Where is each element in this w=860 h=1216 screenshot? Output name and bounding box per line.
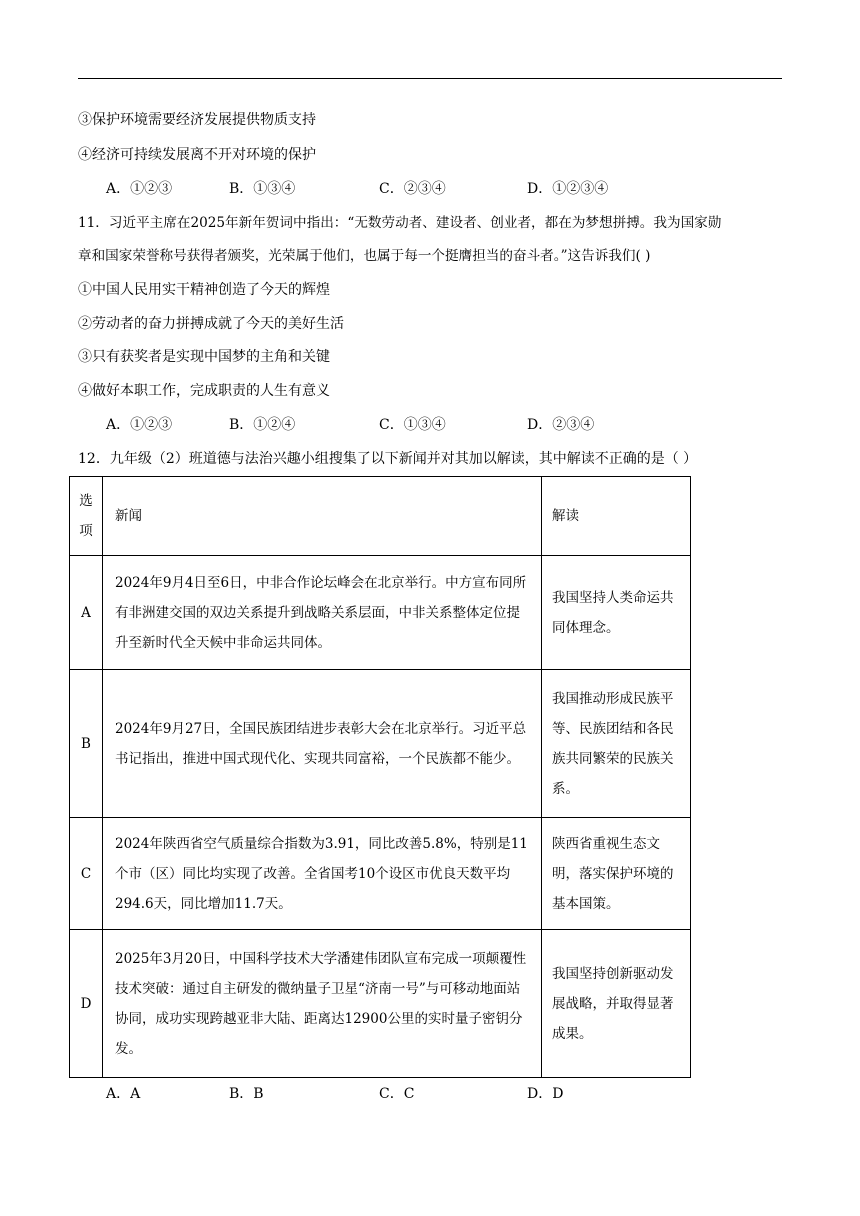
q11-option-c: C．①③④ (379, 417, 446, 433)
q11-option-a: A．①②③ (106, 417, 173, 433)
table-header-row (70, 477, 691, 556)
row-option: A (70, 556, 103, 670)
header-rule (78, 78, 782, 79)
q12-option-a: A．A (106, 1086, 141, 1102)
q10-option-b: B．①③④ (229, 181, 296, 197)
row-news: 2024年9月4日至6日，中非合作论坛峰会在北京举行。中方宣布同所有非洲建交国的双边关系提升到战略关系层面，中非关系整体定位提升至新时代全天候中非命运共同体。 (103, 556, 542, 670)
q11-statement-2: ②劳动者的奋力拼搏成就了今天的美好生活 (78, 316, 344, 332)
header-option-line2: 项 (79, 523, 93, 539)
q12-option-d: D．D (527, 1086, 564, 1102)
row-news: 2025年3月20日，中国科学技术大学潘建伟团队宣布完成一项颠覆性技术突破：通过自主研发的微纳量子卫星“济南一号”与可移动地面站协同，成功实现跨越亚非大陆、距离达12900公里的实时量子密钥分发。 (103, 930, 542, 1078)
q12-option-c: C．C (379, 1086, 415, 1102)
q10-option-a: A．①②③ (106, 181, 173, 197)
header-option-cell (70, 477, 103, 556)
table-row (70, 670, 691, 818)
q10-option-c: C．②③④ (379, 181, 446, 197)
q11-stem-line1: 11．习近平主席在2025年新年贺词中指出：“无数劳动者、建设者、创业者，都在为梦想拼搏。我为国家勋 (78, 215, 722, 231)
header-news: 新闻 (103, 477, 542, 556)
row-interpretation: 陕西省重视生态文明，落实保护环境的基本国策。 (542, 818, 691, 930)
header-option-line1: 选 (79, 493, 93, 509)
table-row (70, 930, 691, 1078)
row-option: D (70, 930, 103, 1078)
row-news: 2024年陕西省空气质量综合指数为3.91，同比改善5.8%，特别是11个市（区）同比均实现了改善。全省国考10个设区市优良天数平均294.6天，同比增加11.7天。 (103, 818, 542, 930)
row-interpretation: 我国坚持人类命运共同体理念。 (542, 556, 691, 670)
row-option: B (70, 670, 103, 818)
q11-statement-4: ④做好本职工作，完成职责的人生有意义 (78, 383, 330, 399)
q10-statement-3: ③保护环境需要经济发展提供物质支持 (78, 112, 316, 128)
q12-stem: 12．九年级（2）班道德与法治兴趣小组搜集了以下新闻并对其加以解读，其中解读不正确的是（ ） (78, 451, 698, 467)
q11-stem-line2: 章和国家荣誉称号获得者颁奖，光荣属于他们，也属于每一个挺膺担当的奋斗者。”这告诉我们( ) (78, 248, 651, 264)
header-interpretation: 解读 (542, 477, 691, 556)
row-interpretation: 我国坚持创新驱动发展战略，并取得显著成果。 (542, 930, 691, 1078)
table-row (70, 556, 691, 670)
q12-option-b: B．B (229, 1086, 264, 1102)
q10-option-d: D．①②③④ (527, 181, 609, 197)
table-row (70, 818, 691, 930)
q11-statement-1: ①中国人民用实干精神创造了今天的辉煌 (78, 282, 330, 298)
q11-option-d: D．②③④ (527, 417, 595, 433)
q10-statement-4: ④经济可持续发展离不开对环境的保护 (78, 147, 316, 163)
row-option: C (70, 818, 103, 930)
row-interpretation: 我国推动形成民族平等、民族团结和各民族共同繁荣的民族关系。 (542, 670, 691, 818)
news-table (69, 476, 691, 1078)
q11-statement-3: ③只有获奖者是实现中国梦的主角和关键 (78, 349, 330, 365)
q11-option-b: B．①②④ (229, 417, 296, 433)
row-news: 2024年9月27日，全国民族团结进步表彰大会在北京举行。习近平总书记指出，推进中国式现代化、实现共同富裕，一个民族都不能少。 (103, 670, 542, 818)
